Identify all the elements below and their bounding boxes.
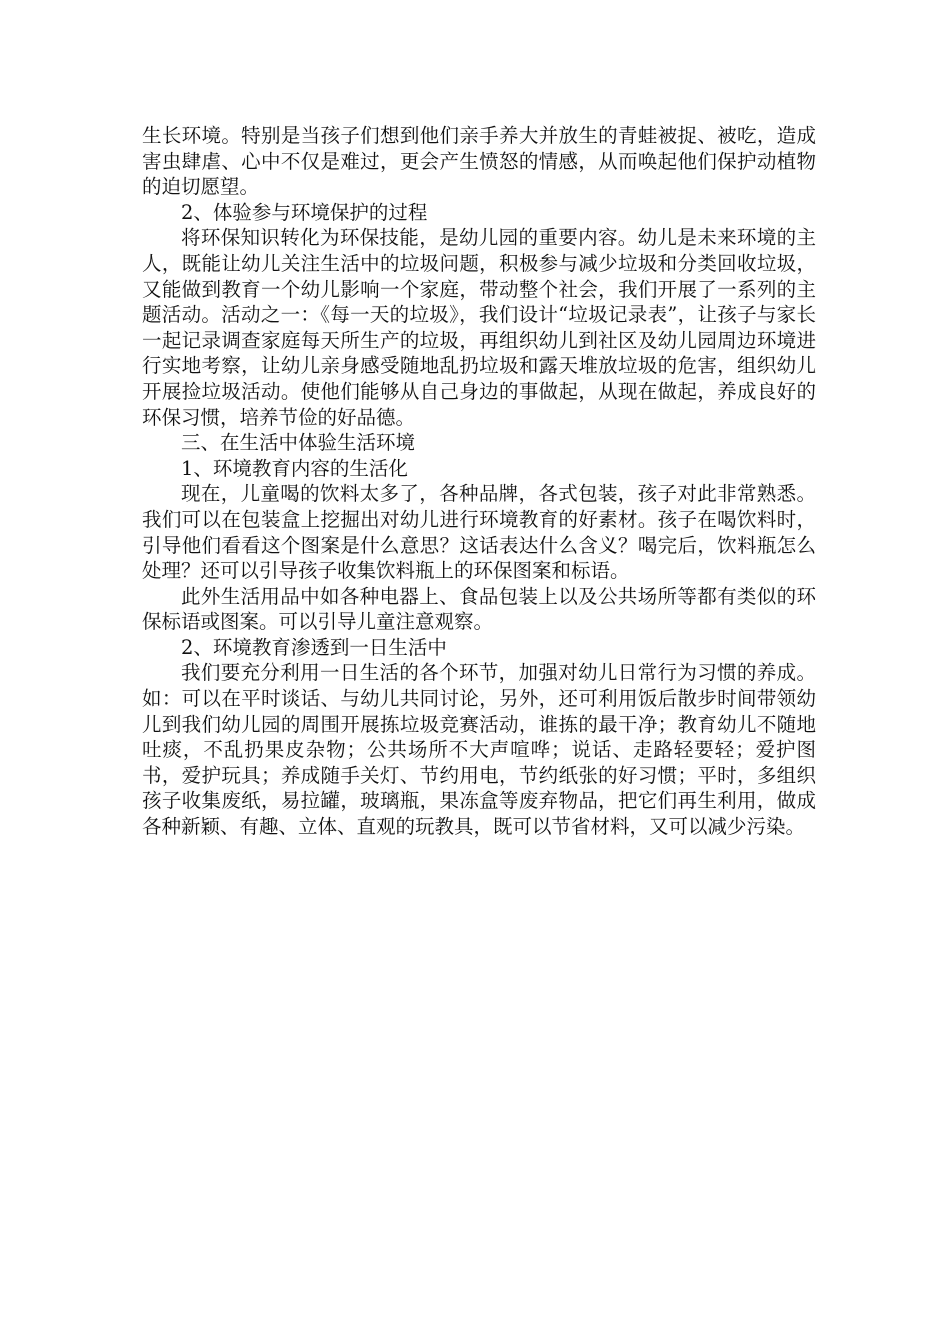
document-body	[142, 123, 816, 840]
section-heading-life-environment: 三、在生活中体验生活环境	[181, 431, 416, 455]
paragraph-continuation: 生长环境。特别是当孩子们想到他们亲手养大并放生的青蛙被捉、被吃，造成害虫肆虐、心中不仅是难过，更会产生愤怒的情感，从而唤起他们保护动植物的迫切愿望。	[142, 124, 816, 199]
paragraph-drink-packaging: 现在，儿童喝的饮料太多了，各种品牌，各式包装，孩子对此非常熟悉。我们可以在包装盒上挖掘出对幼儿进行环境教育的好素材。孩子在喝饮料时，引导他们看看这个图案是什么意思？这话表达什么含义？喝完后，饮料瓶怎么处理？还可以引导孩子收集饮料瓶上的环保图案和标语。	[142, 482, 816, 583]
paragraph-daily-habits: 我们要充分利用一日生活的各个环节，加强对幼儿日常行为习惯的养成。如：可以在平时谈话、与幼儿共同讨论，另外，还可利用饭后散步时间带领幼儿到我们幼儿园的周围开展拣垃圾竞赛活动，谁拣的最干净；教育幼儿不随地吐痰，不乱扔果皮杂物；公共场所不大声喧哗；说话、走路轻要轻；爱护图书，爱护玩具；养成随手关灯、节约用电，节约纸张的好习惯；平时，多组织孩子收集废纸，易拉罐，玻璃瓶，果冻盒等废弃物品，把它们再生利用，做成各种新颖、有趣、立体、直观的玩教具，既可以节省材料，又可以减少污染。	[142, 661, 816, 839]
paragraph-environmental-skills: 将环保知识转化为环保技能，是幼儿园的重要内容。幼儿是未来环境的主人，既能让幼儿关注生活中的垃圾问题，积极参与减少垃圾和分类回收垃圾，又能做到教育一个幼儿影响一个家庭，带动整个社会，我们开展了一系列的主题活动。活动之一：《每一天的垃圾》，我们设计“垃圾记录表”，让孩子与家长一起记录调查家庭每天所生产的垃圾，再组织幼儿到社区及幼儿园周边环境进行实地考察，让幼儿亲身感受随地乱扔垃圾和露天堆放垃圾的危害，组织幼儿开展捡垃圾活动。使他们能够从自己身边的事做起，从现在做起，养成良好的环保习惯，培养节俭的好品德。	[142, 226, 816, 429]
subheading-content-life: 1、环境教育内容的生活化	[181, 456, 408, 480]
paragraph-eco-labels: 此外生活用品中如各种电器上、食品包装上以及公共场所等都有类似的环保标语或图案。可以引导儿童注意观察。	[142, 584, 816, 634]
subheading-experience-protection: 2、体验参与环境保护的过程	[181, 200, 428, 224]
subheading-daily-life: 2、环境教育渗透到一日生活中	[181, 635, 447, 659]
